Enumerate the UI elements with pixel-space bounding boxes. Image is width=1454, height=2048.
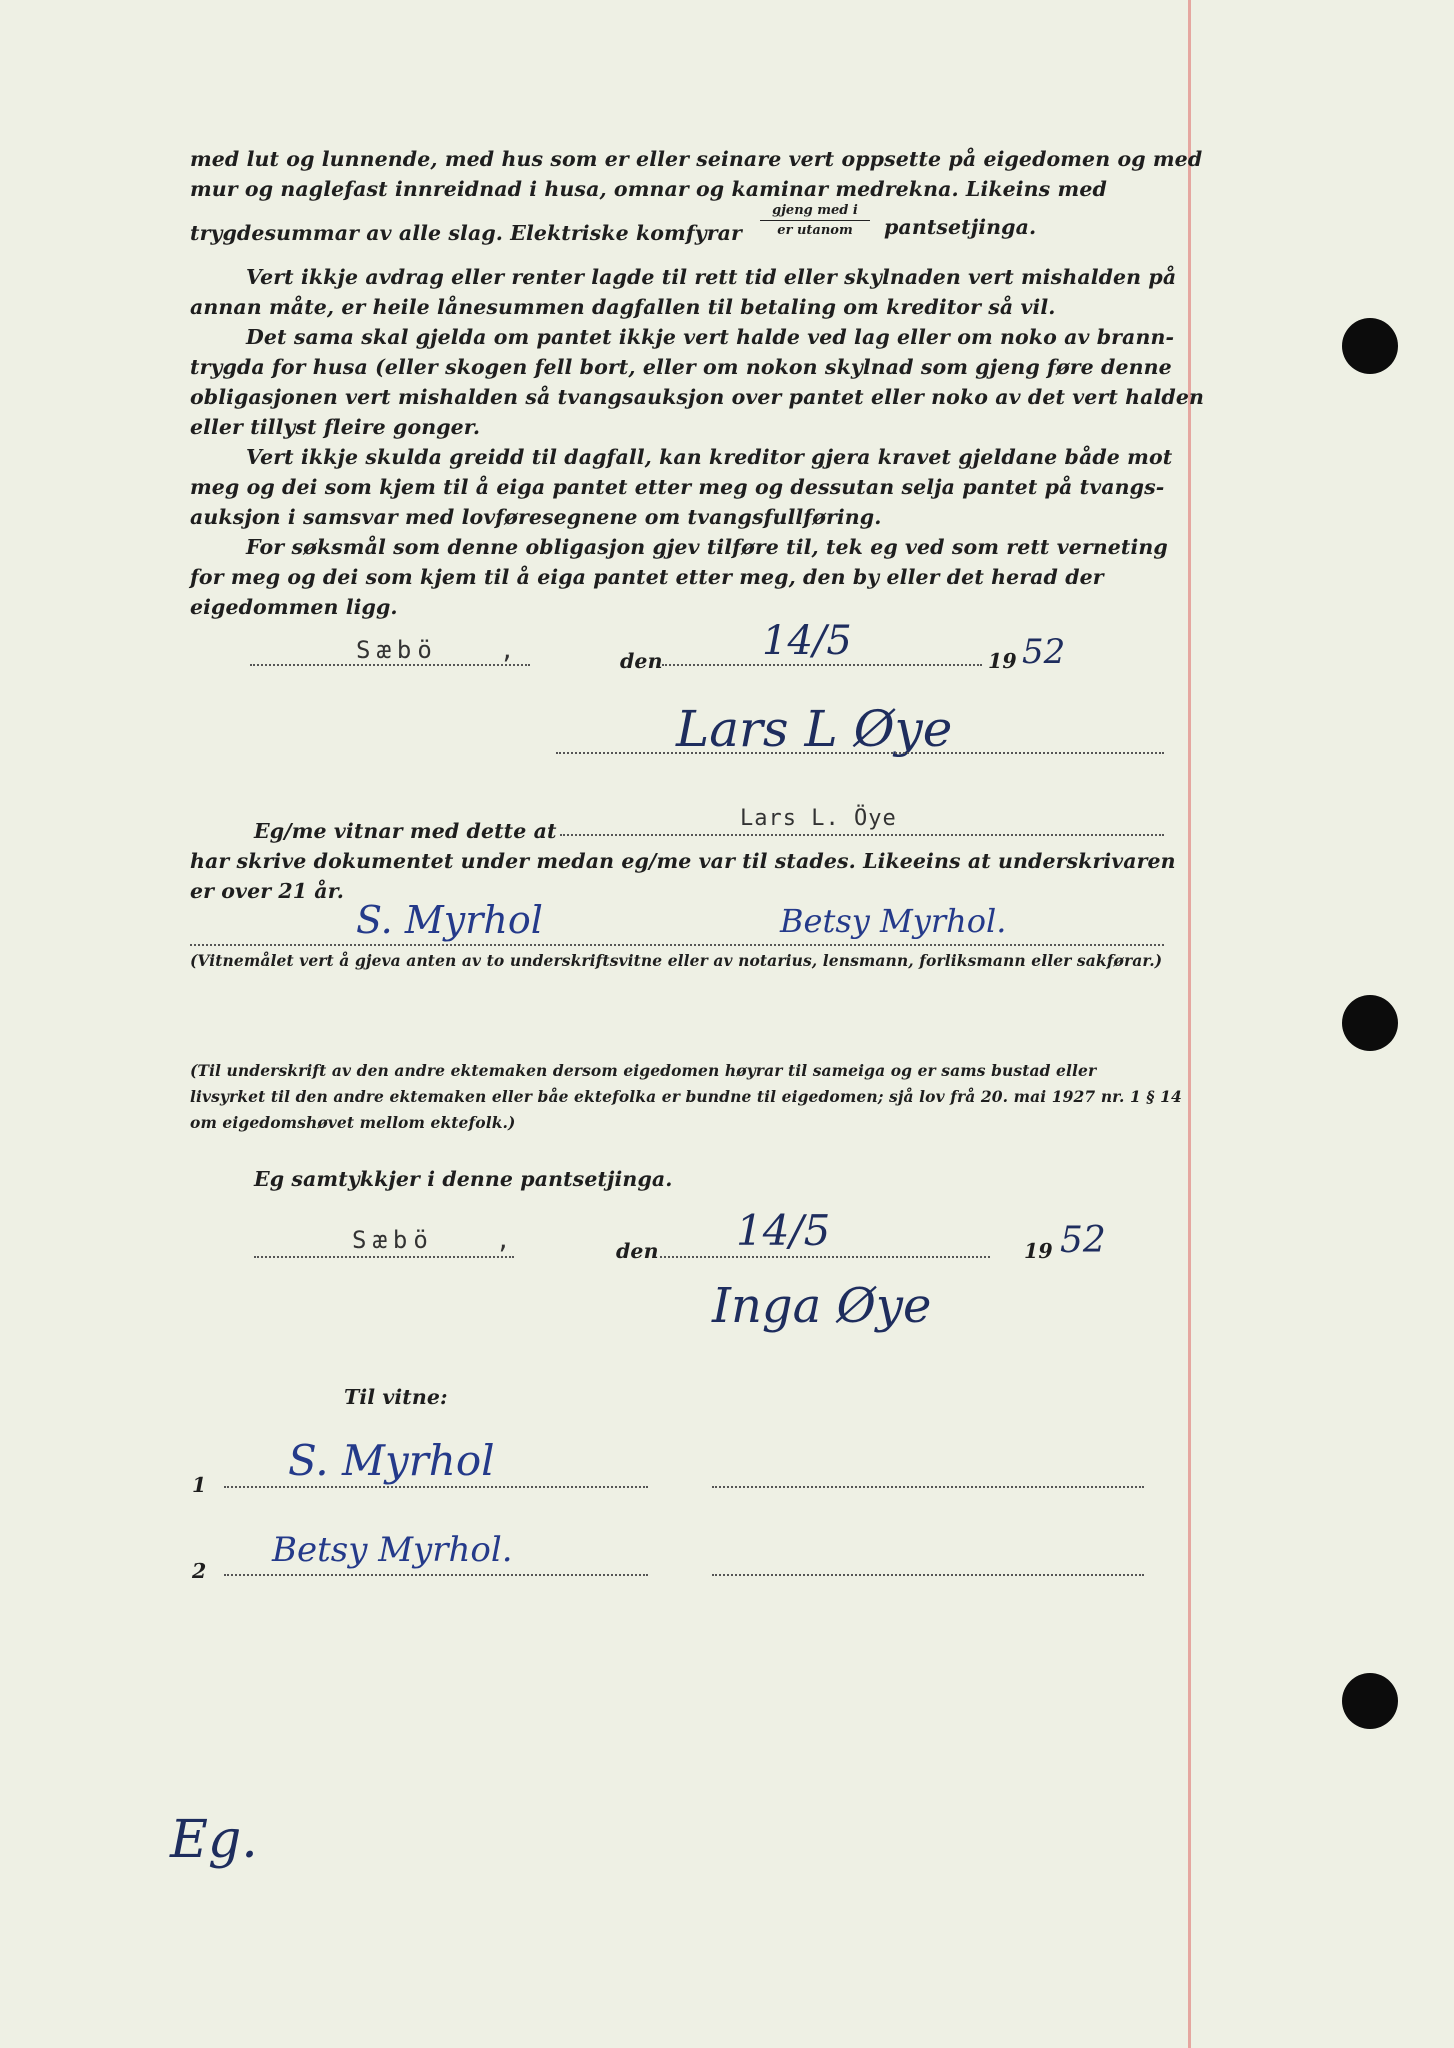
witness-label: Eg/me vitnar med dette at [254,819,557,843]
body-line: mur og naglefast innreidnad i husa, omnar og kaminar medrekna. Likeins med [190,177,1107,201]
witness-signature-dotted-line [190,944,1164,946]
body-line: obligasjonen vert mishalden så tvangsauksjon over pantet eller noko av det vert halden [190,385,1204,409]
year-prefix-2: 19 [1024,1239,1053,1263]
witness-note: (Vitnemålet vert å gjeva anten av to underskriftsvitne eller av notarius, lensmann, forliksmann eller sakførar.) [190,951,1163,970]
place-typed-2: Sæbö [352,1226,434,1254]
den-label-2: den [616,1239,659,1263]
til-vitne-label: Til vitne: [344,1385,448,1409]
place-typed: Sæbö [356,636,438,664]
witness-row-number: 2 [192,1559,207,1583]
place-comma: , [500,636,521,664]
body-line: For søksmål som denne obligasjon gjev tilføre til, tek eg ved som rett verneting [246,535,1168,559]
witness-row-line [224,1486,648,1488]
witness-signature-1: S. Myrhol [356,898,543,942]
witness-text: er over 21 år. [190,879,344,903]
signature-owner: Lars L Øye [676,700,953,758]
date-dotted-line-2 [660,1256,990,1258]
fraction-bar [760,220,870,221]
punch-hole-bottom [1342,1673,1398,1729]
body-line: Vert ikkje skulda greidd til dagfall, kan kreditor gjera kravet gjeldane både mot [246,445,1173,469]
place-dotted-line-2 [254,1256,514,1258]
body-line: med lut og lunnende, med hus som er eller seinare vert oppsette på eigedomen og med [190,147,1203,171]
pantsetjinga-word: pantsetjinga. [884,215,1037,239]
witness-row-number: 1 [192,1473,207,1497]
witness-typed-name: Lars L. Öye [740,806,897,831]
handwritten-year-2: 52 [1060,1220,1106,1261]
den-label: den [620,649,663,673]
handwritten-date-2: 14/5 [736,1206,831,1255]
body-line: auksjon i samsvar med lovføresegnene om tvangsfullføring. [190,505,882,529]
body-line: Vert ikkje avdrag eller renter lagde til rett tid eller skylnaden vert mishalden på [246,265,1177,289]
body-line: eigedommen ligg. [190,595,398,619]
witness-text: har skrive dokumentet under medan eg/me var til stades. Likeeins at underskrivaren [190,849,1176,873]
body-line: trygda for husa (eller skogen fell bort, eller om nokon skylnad som gjeng føre denne [190,355,1172,379]
place-dotted-line [250,664,530,666]
spouse-note-line: om eigedomshøvet mellom ektefolk.) [190,1113,516,1132]
punch-hole-middle [1342,995,1398,1051]
witness-name-dotted-line [560,834,1164,836]
margin-line [1188,0,1191,2048]
punch-hole-top [1342,318,1398,374]
witness-signature-2: Betsy Myrhol. [780,902,1007,940]
fraction-bottom: er utanom [777,223,853,238]
body-line: trygdesummar av alle slag. Elektriske komfyrar [190,221,742,245]
fraction-choice [760,203,870,238]
place-comma-2: , [496,1226,517,1254]
body-line: meg og dei som kjem til å eiga pantet etter meg og dessutan selja pantet på tvangs- [190,475,1165,499]
spouse-note-line: (Til underskrift av den andre ektemaken dersom eigedomen høyrar til sameiga og er sams bustad eller [190,1061,1097,1080]
signature-dotted-line [556,752,1164,754]
body-line: eller tillyst fleire gonger. [190,415,481,439]
witness-row-line [712,1486,1144,1488]
spouse-note-line: livsyrket til den andre ektemaken eller båe ektefolka er bundne til eigedomen; sjå lov frå 20. mai 1927 nr. 1 § 14 [190,1087,1182,1106]
body-line: for meg og dei som kjem til å eiga pantet etter meg, den by eller det herad der [190,565,1104,589]
body-line: Det sama skal gjelda om pantet ikkje vert halde ved lag eller om noko av brann- [246,325,1175,349]
witness-row-signature: Betsy Myrhol. [272,1530,513,1570]
body-line: annan måte, er heile lånesummen dagfallen til betaling om kreditor så vil. [190,295,1056,319]
fraction-top: gjeng med i [772,203,858,218]
witness-row-signature: S. Myrhol [288,1436,495,1485]
handwritten-year: 52 [1022,632,1066,672]
consent-text: Eg samtykkjer i denne pantsetjinga. [254,1167,673,1191]
year-prefix: 19 [988,649,1017,673]
handwritten-initial: Eg. [170,1810,258,1870]
handwritten-date: 14/5 [762,618,852,664]
witness-row-line [224,1574,648,1576]
date-dotted-line [662,664,982,666]
signature-spouse: Inga Øye [712,1278,932,1334]
witness-row-line [712,1574,1144,1576]
